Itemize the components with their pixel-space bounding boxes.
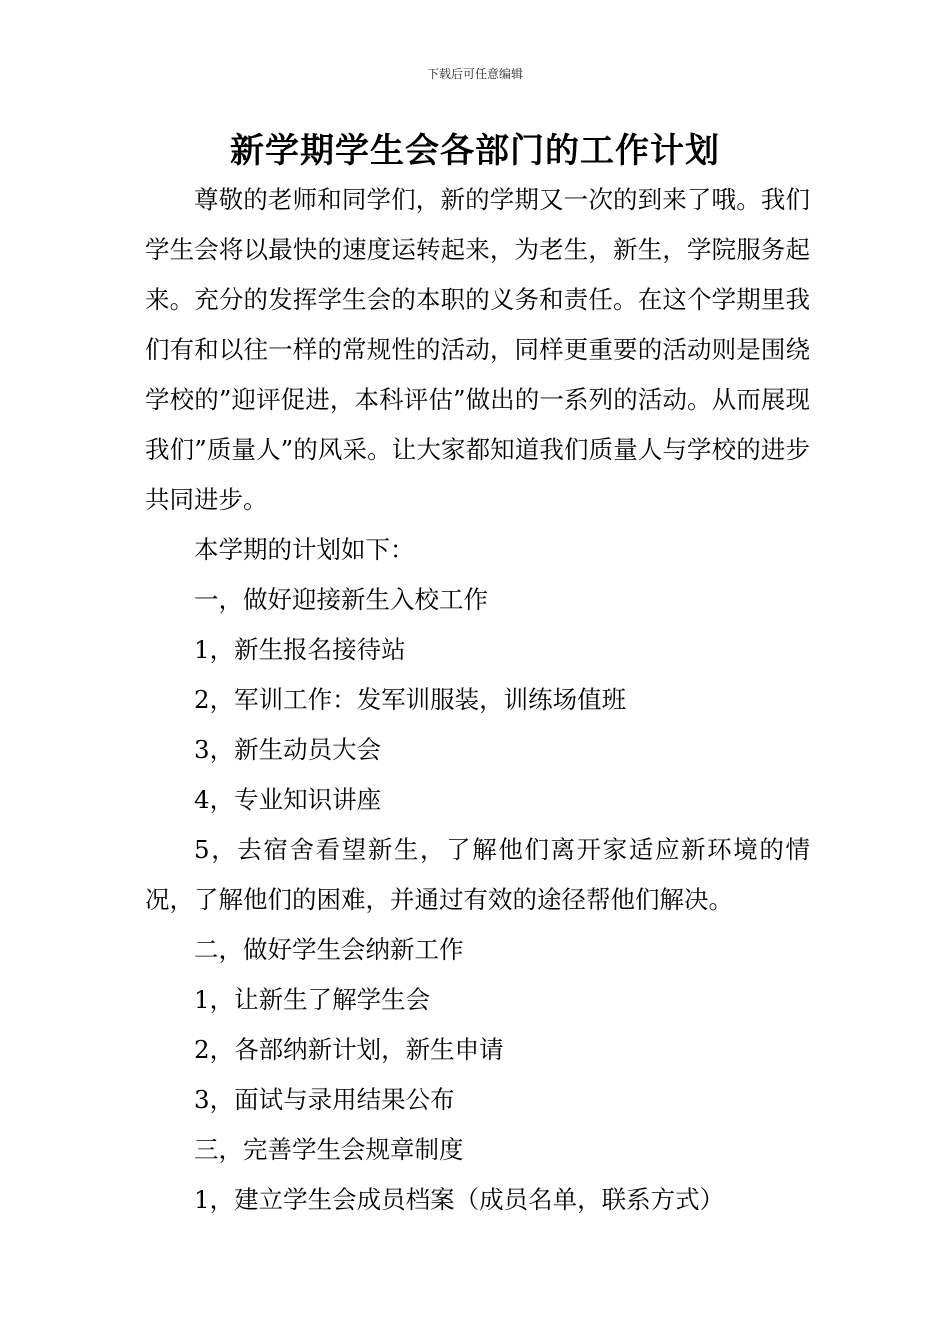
- section-heading-1: 一，做好迎接新生入校工作: [194, 585, 488, 614]
- list-item: 4，专业知识讲座: [194, 785, 382, 814]
- section-heading-3: 三，完善学生会规章制度: [194, 1135, 464, 1164]
- list-item: 1，新生报名接待站: [194, 635, 406, 664]
- list-item: 1，让新生了解学生会: [194, 985, 431, 1014]
- document-body: [145, 175, 810, 1225]
- list-item: 3，面试与录用结果公布: [194, 1085, 455, 1114]
- document-title: 新学期学生会各部门的工作计划: [230, 131, 720, 171]
- section-heading-2: 二，做好学生会纳新工作: [194, 935, 464, 964]
- list-item: 2，各部纳新计划，新生申请: [194, 1035, 504, 1064]
- intro-paragraph: 尊敬的老师和同学们，新的学期又一次的到来了哦。我们学生会将以最快的速度运转起来，为老生，新生，学院服务起来。充分的发挥学生会的本职的义务和责任。在这个学期里我们有和以往一样的常规性的活动，同样更重要的活动则是围绕学校的”迎评促进，本科评估”做出的一系列的活动。从而展现我们”质量人”的风采。让大家都知道我们质量人与学校的进步共同进步。: [145, 185, 810, 514]
- header-note: 下载后可任意编辑: [426, 67, 523, 81]
- list-item: 2，军训工作：发军训服装，训练场值班: [194, 685, 627, 714]
- plan-intro: 本学期的计划如下：: [194, 535, 415, 564]
- list-item: 1，建立学生会成员档案（成员名单，联系方式）: [194, 1185, 725, 1214]
- list-item: 3，新生动员大会: [194, 735, 382, 764]
- list-item: 5，去宿舍看望新生，了解他们离开家适应新环境的情况，了解他们的困难，并通过有效的途径帮他们解决。: [145, 835, 810, 914]
